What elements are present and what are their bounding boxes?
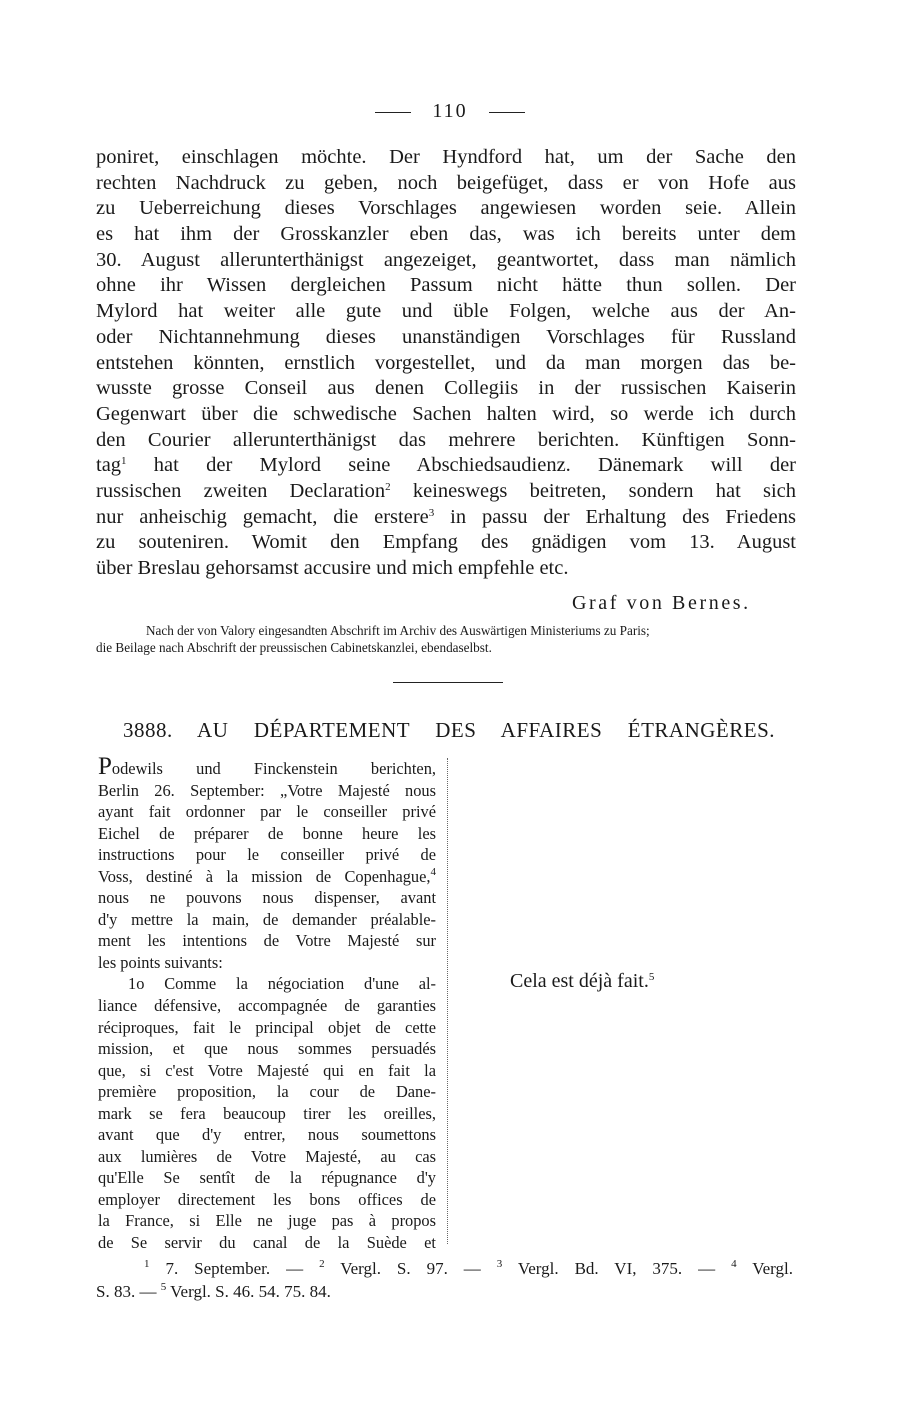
left-line: liance défensive, accompagnée de garanties [98, 996, 436, 1016]
left-line: avant que d'y entrer, nous soumettons [98, 1125, 436, 1145]
left-line: la France, si Elle ne juge pas à propos [98, 1211, 436, 1231]
body-line: den Courier allerunterthänigst das mehrere berichten. Künftigen Sonn- [96, 428, 796, 451]
left-text: Voss, destiné à la mission de Copenhague, [98, 866, 431, 886]
footnote-ref: 5 [648, 971, 655, 983]
footnote-text: Vergl. [736, 1259, 793, 1278]
body-text: nur anheischig gemacht, die erstere [96, 505, 429, 528]
body-text: keineswegs beitreten, sondern hat sich [390, 479, 796, 502]
body-line: ohne ihr Wissen dergleichen Passum nicht hätte thun sollen. Der [96, 274, 796, 297]
left-line: mark se fera beaucoup tirer les oreilles, [98, 1103, 436, 1123]
body-line: wusste grosse Conseil aus denen Collegiis in der russischen Kaiserin [96, 377, 796, 400]
left-line: qu'Elle Se sentît de la répugnance d'y [98, 1168, 436, 1188]
marginal-resolution [510, 970, 654, 993]
header-dash-right [489, 112, 525, 113]
left-line: ayant fait ordonner par le conseiller privé [98, 802, 436, 822]
source-note-line: Nach der von Valory eingesandten Abschrift im Archiv des Auswärtigen Ministeriums zu Paris; [146, 623, 650, 638]
body-text: hat der Mylord seine Abschiedsaudienz. Dänemark will der [126, 454, 796, 477]
body-line: zu souteniren. Womit den Empfang des gnädigen vom 13. August [96, 531, 796, 554]
section-divider-rule [393, 682, 503, 683]
left-column [98, 753, 436, 1254]
left-line: nous ne pouvons nous dispenser, avant [98, 888, 436, 908]
left-line: 1o Comme la négociation d'une al- [128, 974, 436, 994]
footnote-ref: 4 [430, 865, 436, 878]
drop-cap: P [98, 753, 112, 780]
footnotes [96, 1257, 793, 1303]
footnote-text: Vergl. S. 46. 54. 75. 84. [166, 1282, 331, 1301]
left-line: d'y mettre la main, de demander préalable- [98, 909, 436, 929]
left-line: les points suivants: [98, 952, 223, 972]
left-line [98, 753, 436, 780]
resolution-text: Cela est déjà fait. [510, 970, 649, 992]
left-line: que, si c'est Votre Majesté qui en fait la [98, 1060, 436, 1080]
body-line: Mylord hat weiter alle gute und üble Folgen, welche aus der An- [96, 300, 796, 323]
left-line: instructions pour le conseiller privé de [98, 845, 436, 865]
body-line: 30. August allerunterthänigst angezeiget, geantwortet, dass man nämlich [96, 248, 796, 271]
body-line [96, 453, 796, 479]
footnote-ref: 3 [428, 506, 435, 519]
left-line: employer directement les bons offices de [98, 1189, 436, 1209]
source-note [96, 622, 794, 656]
left-line: Berlin 26. September: „Votre Majesté nous [98, 780, 436, 800]
left-line: ment les intentions de Votre Majesté sur [98, 931, 436, 951]
footnote-line [96, 1280, 793, 1303]
body-line: oder Nichtannehmung dieses unanständigen Vorschlages für Russland [96, 325, 796, 348]
body-text: tag [96, 454, 122, 477]
body-line: es hat ihm der Grosskanzler eben das, was ich bereits unter dem [96, 223, 796, 246]
footnote-ref: 2 [385, 480, 391, 493]
body-line: über Breslau gehorsamst accusire und mich empfehle etc. [96, 557, 569, 579]
footnote-text: Vergl. S. 97. — [324, 1259, 497, 1278]
footnote-text: S. 83. — [96, 1282, 161, 1301]
source-note-line: die Beilage nach Abschrift der preussischen Cabinetskanzlei, ebendaselbst. [96, 640, 492, 655]
footnote-number: 3 [496, 1258, 503, 1270]
left-line: mission, et que nous sommes persuadés [98, 1039, 436, 1059]
page-number: 110 [432, 100, 468, 122]
header-dash-left [375, 112, 411, 113]
body-line: Gegenwart über die schwedische Sachen halten wird, so werde ich durch [96, 402, 796, 425]
body-line: zu Ueberreichung dieses Vorschlages angewiesen worden seie. Allein [96, 197, 796, 220]
left-line: Eichel de préparer de bonne heure les [98, 823, 436, 843]
left-text: odewils und Finckenstein berichten, [111, 759, 436, 778]
body-line: poniret, einschlagen möchte. Der Hyndford hat, um der Sache den [96, 146, 796, 168]
footnote-number: 5 [160, 1281, 167, 1293]
signature: Graf von Bernes. [572, 592, 751, 614]
left-line: première proposition, la cour de Dane- [98, 1082, 436, 1102]
body-line [96, 505, 796, 531]
body-text: in passu der Erhaltung des Friedens [434, 505, 796, 528]
footnote-number: 2 [319, 1258, 325, 1270]
body-line [96, 479, 796, 505]
left-line: aux lumières de Votre Majesté, au cas [98, 1146, 436, 1166]
letter-body [96, 145, 796, 582]
body-text: russischen zweiten Declaration [96, 479, 386, 502]
footnote-ref: 1 [121, 455, 127, 468]
page-header [0, 100, 900, 123]
left-line: réciproques, fait le principal objet de cette [98, 1017, 436, 1037]
body-line: rechten Nachdruck zu geben, noch beigefüget, dass er von Hofe aus [96, 171, 796, 194]
left-line [98, 866, 436, 888]
left-line: de Se servir du canal de la Suède et [98, 1233, 436, 1253]
column-divider [447, 758, 448, 1244]
section-title: 3888. AU DÉPARTEMENT DES AFFAIRES ÉTRANGÈRES. [123, 718, 775, 742]
footnote-number: 1 [144, 1258, 150, 1270]
footnote-line [96, 1257, 793, 1280]
footnote-number: 4 [731, 1258, 737, 1270]
body-line: entstehen könnten, ernstlich vorgestellet, und da man morgen das be- [96, 351, 796, 374]
footnote-text: 7. September. — [149, 1259, 320, 1278]
footnote-text: Vergl. Bd. VI, 375. — [502, 1259, 732, 1278]
